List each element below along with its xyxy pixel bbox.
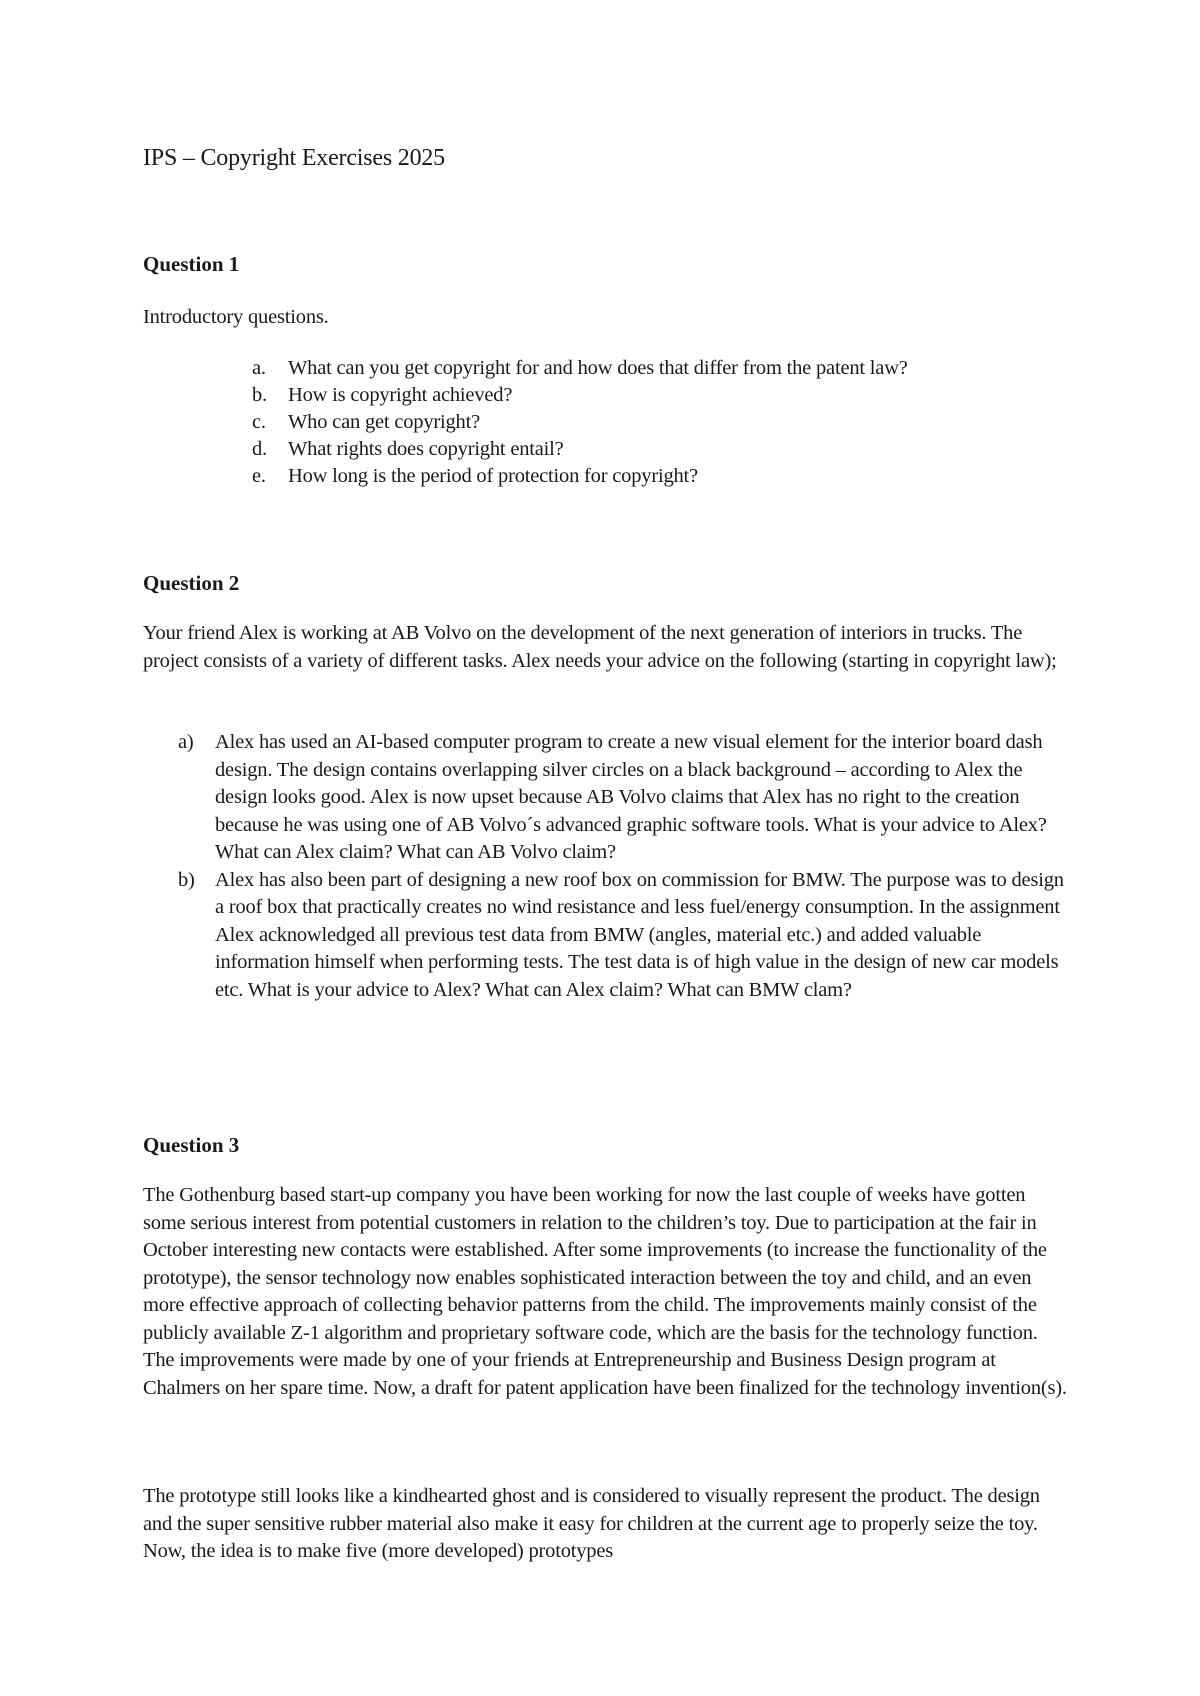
list-item bbox=[0, 382, 908, 409]
list-item bbox=[0, 463, 908, 490]
question-3-paragraph-2: The prototype still looks like a kindhearted ghost and is considered to visually represent the product. The design and the super sensitive rubber material also make it easy for children at the current age to properly seize the toy. Now, the idea is to make five (more developed) prototypes bbox=[143, 1485, 1040, 1562]
question-1-heading: Question 1 bbox=[143, 252, 240, 276]
list-item bbox=[0, 729, 1065, 867]
list-marker: e. bbox=[252, 465, 266, 487]
list-item-text: What rights does copyright entail? bbox=[288, 438, 564, 460]
list-item bbox=[0, 355, 908, 382]
list-marker: a) bbox=[178, 731, 194, 753]
list-item-text: Alex has used an AI-based computer program to create a new visual element for the interior board dash design. The design contains overlapping silver circles on a black background – according to Alex the design looks good. Alex is now upset because AB Volvo claims that Alex has no right to the creation because he was using one of AB Volvo´s advanced graphic software tools. What is your advice to Alex? What can Alex claim? What can AB Volvo claim? bbox=[215, 731, 1047, 863]
list-item-text: What can you get copyright for and how does that differ from the patent law? bbox=[288, 357, 908, 379]
list-item-text: Who can get copyright? bbox=[288, 411, 480, 433]
list-item-text: Alex has also been part of designing a new roof box on commission for BMW. The purpose was to design a roof box that practically creates no wind resistance and less fuel/energy consumption. In the assignment Alex acknowledged all previous test data from BMW (angles, material etc.) and added valuable information himself when performing tests. The test data is of high value in the design of new car models etc. What is your advice to Alex? What can Alex claim? What can BMW clam? bbox=[215, 868, 1064, 1001]
list-item-text: How long is the period of protection for copyright? bbox=[288, 465, 698, 487]
question-1-intro: Introductory questions. bbox=[143, 306, 329, 328]
question-2-intro: Your friend Alex is working at AB Volvo on the development of the next generation of interiors in trucks. The project consists of a variety of different tasks. Alex needs your advice on the following (starting in copyright law); bbox=[143, 622, 1057, 672]
list-item bbox=[0, 867, 1065, 1005]
list-marker: b) bbox=[178, 868, 195, 891]
question-1-list bbox=[0, 355, 908, 490]
list-marker: c. bbox=[252, 411, 266, 433]
question-2-list bbox=[0, 729, 1065, 1004]
document-title: IPS – Copyright Exercises 2025 bbox=[143, 145, 445, 171]
list-marker: a. bbox=[252, 357, 266, 379]
list-item-text: How is copyright achieved? bbox=[288, 384, 513, 406]
list-marker: d. bbox=[252, 438, 267, 460]
list-marker: b. bbox=[252, 384, 267, 406]
list-item bbox=[0, 436, 908, 463]
question-3-paragraph-1: The Gothenburg based start-up company you have been working for now the last couple of weeks have gotten some serious interest from potential customers in relation to the children’s toy. Due to participation at the fair in October interesting new contacts were established. After some improvements (to increase the functionality of the prototype), the sensor technology now enables sophisticated interaction between the toy and child, and an even more effective approach of collecting behavior patterns from the child. The improvements mainly consist of the publicly available Z-1 algorithm and proprietary software code, which are the basis for the technology function. The improvements were made by one of your friends at Entrepreneurship and Business Design program at Chalmers on her spare time. Now, a draft for patent application have been finalized for the technology invention(s). bbox=[143, 1184, 1067, 1399]
list-item bbox=[0, 409, 908, 436]
question-2-heading: Question 2 bbox=[143, 571, 240, 595]
question-3-heading: Question 3 bbox=[143, 1133, 240, 1157]
